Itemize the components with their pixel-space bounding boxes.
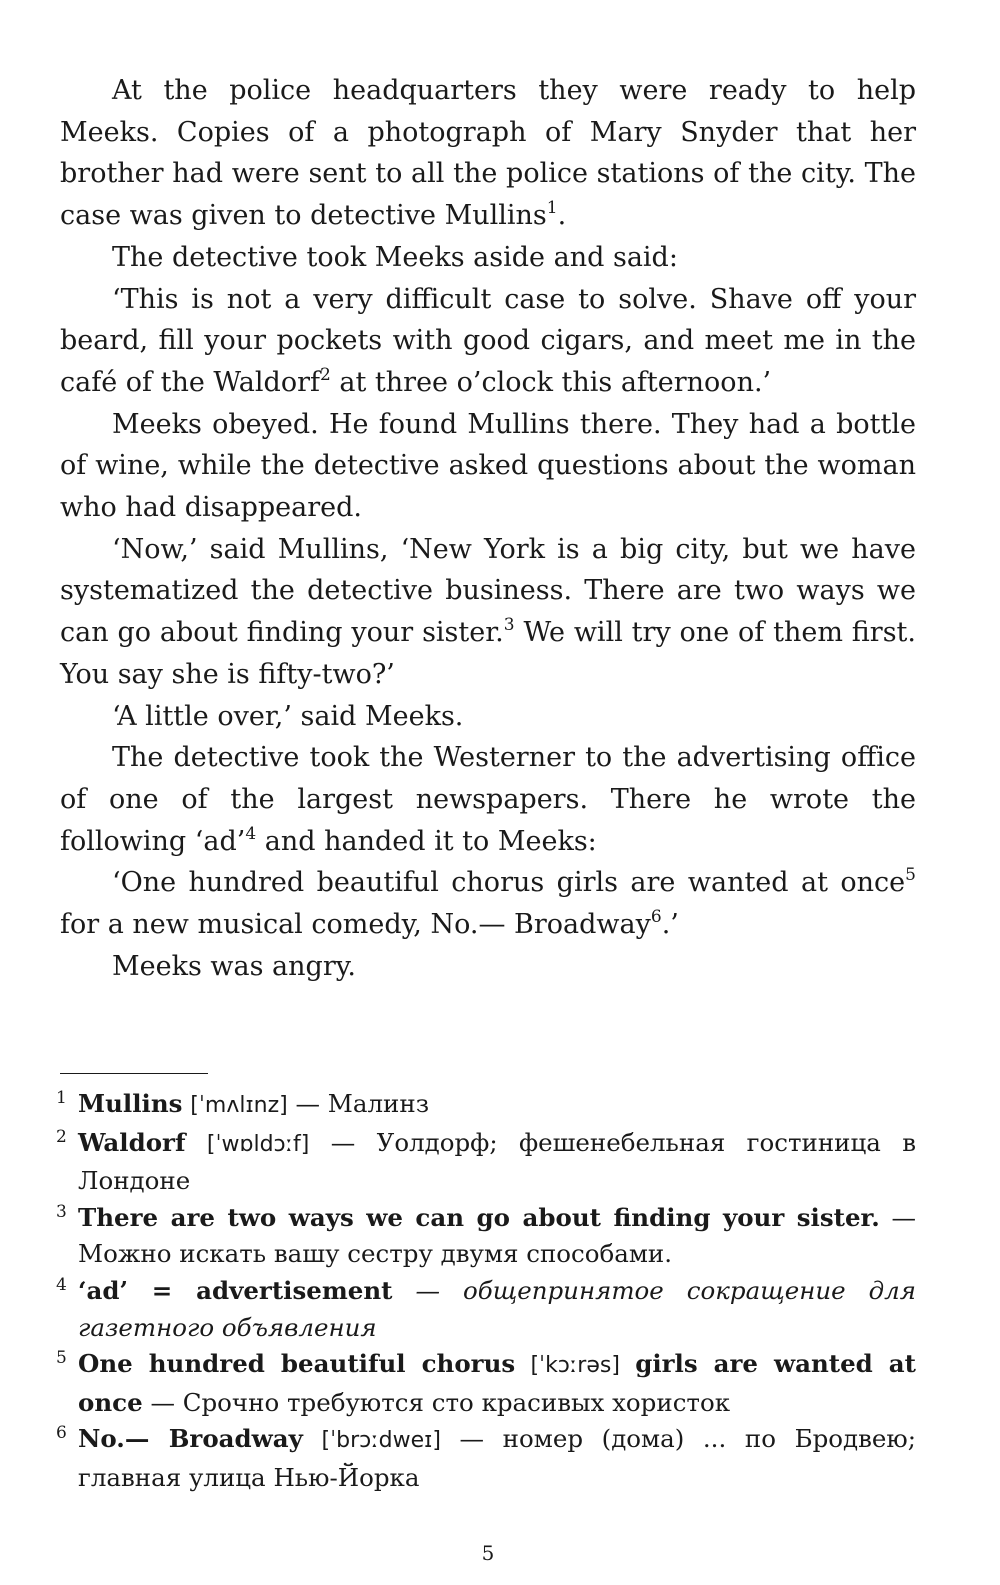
footnote-ref: 3 [503,615,515,636]
paragraph: The detective took the Westerner to the advertising office of one of the largest newspapers. There he wrote the following ‘ad’$^4$ and handed it to Meeks: [60,742,916,857]
footnote: 5 One hundred beautiful chorus [ˈkɔːrəs] girls are wanted at once — Срочно требуются сто красивых хористок [60,1346,916,1421]
footnote-number: 5 [56,1348,67,1369]
paragraph: Meeks was angry. [112,950,356,982]
footnote-number: 4 [56,1274,67,1295]
footnote: 4 ‘ad’ = advertisement — общепринятое сокращение для газетного объявления [60,1273,916,1346]
paragraph: ‘This is not a very difficult case to solve. Shave off your beard, fill your pockets with good cigars, and meet me in the café of the Waldorf$^2$ at three o’clock this afternoon.’ [60,283,916,398]
footnote: 3 There are two ways we can go about finding your sister. — Можно искать вашу сестру двумя способами. [60,1200,916,1273]
footnote-number: 1 [56,1088,67,1108]
footnote-number: 3 [56,1201,67,1222]
footnote-divider [60,1073,208,1074]
paragraph: ‘One hundred beautiful chorus girls are wanted at once$^5$ for a new musical comedy, No.— Broadway$^6$.’ [60,865,916,941]
footnotes [56,1086,917,1497]
paragraph: At the police headquarters they were ready to help Meeks. Copies of a photograph of Mary Snyder that her brother had were sent to all the police stations of the city. The case was given to detective Mullins$^1$. [60,75,916,232]
book-page [56,0,917,1585]
paragraph: ‘A little over,’ said Meeks. [112,700,464,732]
page-number: 5 [481,1541,495,1565]
footnote-number: 6 [56,1423,67,1444]
footnote-ref: 5 [905,865,916,886]
footnote: 6 No.— Broadway [ˈbrɔːdweɪ] — номер (дома) ... по Бродвею; главная улица Нью-Йорка [60,1421,916,1496]
footnote-ref: 1 [546,198,558,219]
main-text [60,70,916,987]
paragraph: ‘Now,’ said Mullins, ‘New York is a big city, but we have systematized the detective business. There are two ways we can go about finding your sister.$^3$ We will try one of them first. You say she is fifty-two?’ [60,533,916,690]
paragraph: The detective took Meeks aside and said: [112,241,678,273]
footnote-ref: 6 [650,907,662,928]
footnote: 2 Waldorf [ˈwɒldɔːf] — Уолдорф; фешенебельная гостиница в Лондоне [60,1125,916,1200]
footnote: 1 Mullins [ˈmʌlɪnz] — Малинз [60,1086,916,1125]
footnote-ref: 2 [319,364,331,385]
footnote-ref: 4 [245,823,257,844]
paragraph: Meeks obeyed. He found Mullins there. They had a bottle of wine, while the detective asked questions about the woman who had disappeared. [60,408,916,524]
footnote-number: 2 [56,1126,67,1147]
